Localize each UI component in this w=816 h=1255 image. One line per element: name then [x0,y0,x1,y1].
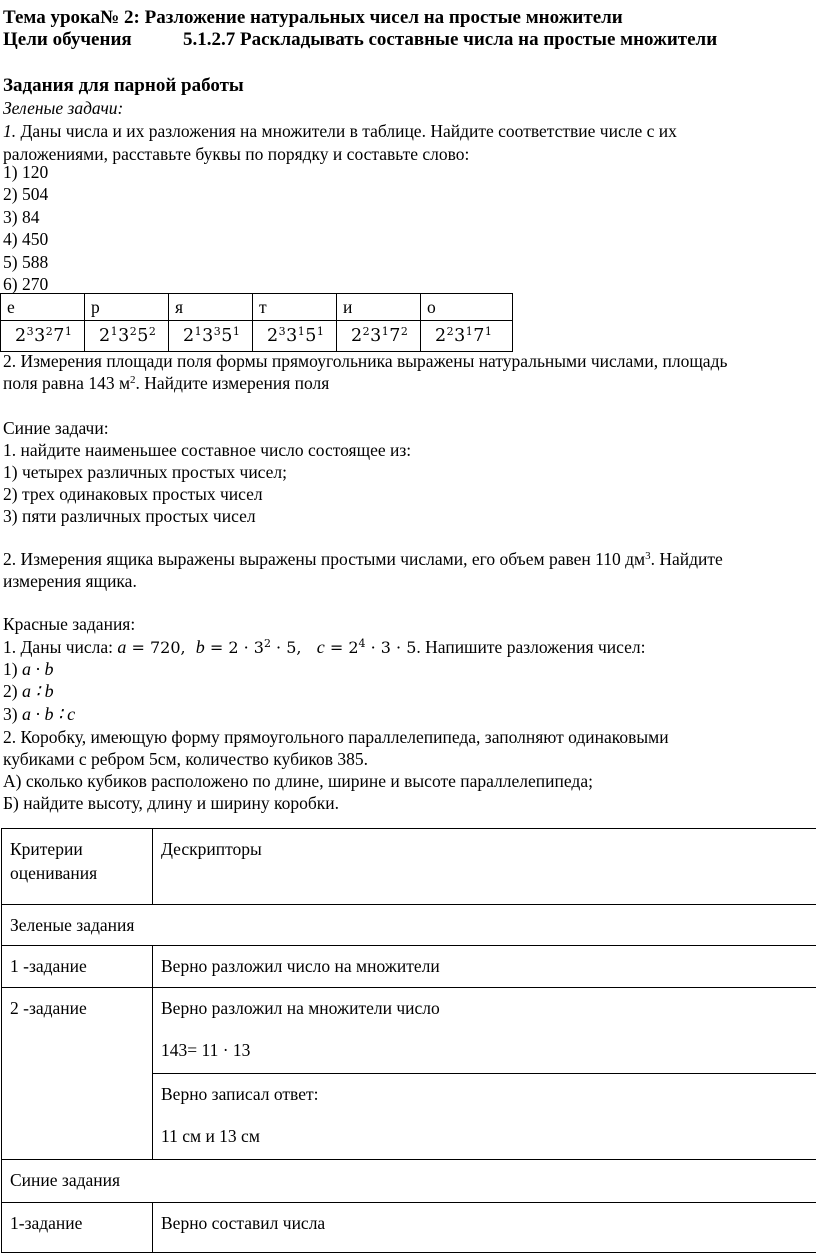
factor-base: 2 [15,326,27,346]
green-task2-text-b: . Найдите измерения поля [135,373,330,393]
red-task1-intro: 1. Даны числа: [3,637,118,657]
factor-exponent: 2 [446,325,455,338]
learning-goals [3,29,717,51]
factor-base: 2 [267,326,279,346]
red-item-num: 2) [3,681,22,701]
criteria-header-row [2,829,816,905]
factor-cell [253,321,337,352]
green-task1-line1 [3,120,677,142]
pair-work-title: Задания для парной работы [3,75,244,96]
number-item: 3) 84 [3,207,40,227]
blue-task2-text-a: 2. Измерения ящика выражены выражены простыми числами, его объем равен 110 дм [3,549,646,569]
descriptor-text: Верно записал ответ: [161,1084,319,1104]
a-value: = 720, [131,638,186,657]
green-task2-line2 [3,372,329,394]
factor-exponent: 1 [381,325,390,338]
red-task2-line2: кубиками с ребром 5см, количество кубиков 385. [3,749,368,769]
b-value-part2: · 5, [270,638,302,657]
factor-base: 3 [454,326,466,346]
red-item-expr: a · b ∶ c [21,704,76,724]
red-task2-line1: 2. Коробку, имеющую форму прямоугольного параллелепипеда, заполняют одинаковыми [3,727,669,747]
letter-cell: е [1,294,85,321]
factor-base: 7 [53,326,65,346]
c-value-part1: = 2 [329,638,359,657]
factor-exponent: 2 [45,325,54,338]
factor-exponent: 2 [400,325,409,338]
red-task1-formula [117,638,416,657]
red-item [3,703,75,725]
descriptor-expression: 143= 11 · 13 [161,1040,251,1060]
table-row [2,946,816,988]
factor-base: 2 [99,326,111,346]
number-item: 1) 120 [3,162,49,182]
green-task2-text-a: поля равна 143 м [3,373,131,393]
letter-cell: и [337,294,421,321]
blue-task2-line1 [3,548,723,570]
red-item [3,658,53,680]
var-a: a [117,637,127,657]
blue-tasks-title: Синие задачи: [3,418,109,438]
blue-item: 1) четырех различных простых чисел; [3,462,288,482]
factor-base: 2 [183,326,195,346]
factor-exponent: 1 [64,325,73,338]
blue-section-cell: Синие задания [2,1160,816,1203]
descriptor-cell: Верно разложил число на множители [153,946,816,988]
number-item: 2) 504 [3,184,49,204]
b-value-part1: = 2 · 3 [209,638,264,657]
factor-cell [1,321,85,352]
descriptor-cell: Верно составил числа [153,1203,816,1253]
table-row [2,1203,816,1253]
table-row [2,988,816,1074]
factorization-table [0,293,513,352]
number-item: 4) 450 [3,229,49,249]
green-task1-number: 1. [3,121,17,141]
green-task2-sup: 2 [130,374,136,386]
factor-exponent: 3 [213,325,222,338]
goals-label: Цели обучения [3,29,132,50]
red-task2-line4: Б) найдите высоту, длину и ширину коробки. [3,793,339,813]
factor-base: 3 [286,326,298,346]
criteria-table [1,828,816,1253]
factor-base: 7 [389,326,401,346]
blue-item: 2) трех одинаковых простых чисел [3,484,263,504]
number-item: 5) 588 [3,252,49,272]
green-task1-text: Даны числа и их разложения на множители в таблице. Найдите соответствие числе с их [16,121,677,141]
factor-cell [337,321,421,352]
factor-exponent: 2 [129,325,138,338]
descriptor-cell [153,1074,816,1160]
blue-task2-line2: измерения ящика. [3,571,137,591]
green-task1-line2: раложениями, расставьте буквы по порядку и составьте слово: [3,144,470,164]
factor-base: 5 [305,326,317,346]
factor-exponent: 1 [297,325,306,338]
red-item-expr: a ∶ b [21,681,54,701]
goals-text: 5.1.2.7 Раскладывать составные числа на простые множители [183,29,718,50]
letter-cell: я [169,294,253,321]
red-task2-line3: А) сколько кубиков расположено по длине, ширине и высоте параллелепипеда; [3,771,593,791]
factor-cell [169,321,253,352]
green-tasks-title: Зеленые задачи: [3,98,124,118]
factor-base: 5 [137,326,149,346]
blue-task2-text-b: . Найдите [650,549,723,569]
red-item-num: 1) [3,659,22,679]
lesson-topic: Тема урока№ 2: Разложение натуральных чисел на простые множители [3,7,623,28]
task-label-cell: 2 -задание [2,988,153,1160]
c-exp: 4 [358,637,366,650]
blue-task2-sup: 3 [645,550,651,562]
letters-row [1,294,513,321]
blue-item: 3) пяти различных простых чисел [3,506,256,526]
var-b: b [195,637,205,657]
factor-cell [85,321,169,352]
factor-base: 3 [118,326,130,346]
c-value-part2: · 3 · 5 [365,638,417,657]
factor-exponent: 1 [465,325,474,338]
section-row [2,905,816,946]
green-section-cell: Зеленые задания [2,905,816,946]
factor-base: 2 [435,326,447,346]
red-item [3,680,54,702]
factor-exponent: 2 [148,325,157,338]
factor-cell [421,321,513,352]
descriptors-header-cell: Дескрипторы [153,829,816,905]
descriptor-cell [153,988,816,1074]
red-task1-outro: . Напишите разложения чисел: [416,637,646,657]
task-label-cell: 1-задание [2,1203,153,1253]
red-task1 [3,636,645,659]
factor-base: 3 [370,326,382,346]
factor-exponent: 3 [26,325,35,338]
factors-row [1,321,513,352]
factor-exponent: 1 [484,325,493,338]
blue-task1: 1. найдите наименьшее составное число состоящее из: [3,440,412,460]
section-row [2,1160,816,1203]
factor-base: 3 [202,326,214,346]
letter-cell: о [421,294,513,321]
factor-exponent: 3 [278,325,287,338]
factor-base: 7 [473,326,485,346]
red-item-num: 3) [3,704,22,724]
factor-exponent: 1 [316,325,325,338]
criteria-header-line1: Критерии [10,839,83,859]
factor-exponent: 1 [110,325,119,338]
criteria-header-line2: оценивания [10,863,98,883]
descriptor-text: Верно разложил на множители число [161,998,440,1018]
green-task2-line1: 2. Измерения площади поля формы прямоугольника выражены натуральными числами, площадь [3,351,728,371]
factor-base: 5 [221,326,233,346]
factor-exponent: 1 [194,325,203,338]
number-item: 6) 270 [3,274,49,294]
var-c: c [316,637,325,657]
factor-exponent: 2 [362,325,371,338]
factor-base: 2 [351,326,363,346]
letter-cell: т [253,294,337,321]
factor-exponent: 1 [232,325,241,338]
letter-cell: р [85,294,169,321]
factor-base: 3 [34,326,46,346]
red-item-expr: a · b [21,659,54,679]
red-tasks-title: Красные задания: [3,614,136,634]
b-exp: 2 [263,637,271,650]
task-label-cell: 1 -задание [2,946,153,988]
descriptor-answer: 11 см и 13 см [161,1126,260,1146]
criteria-header-cell [2,829,153,905]
